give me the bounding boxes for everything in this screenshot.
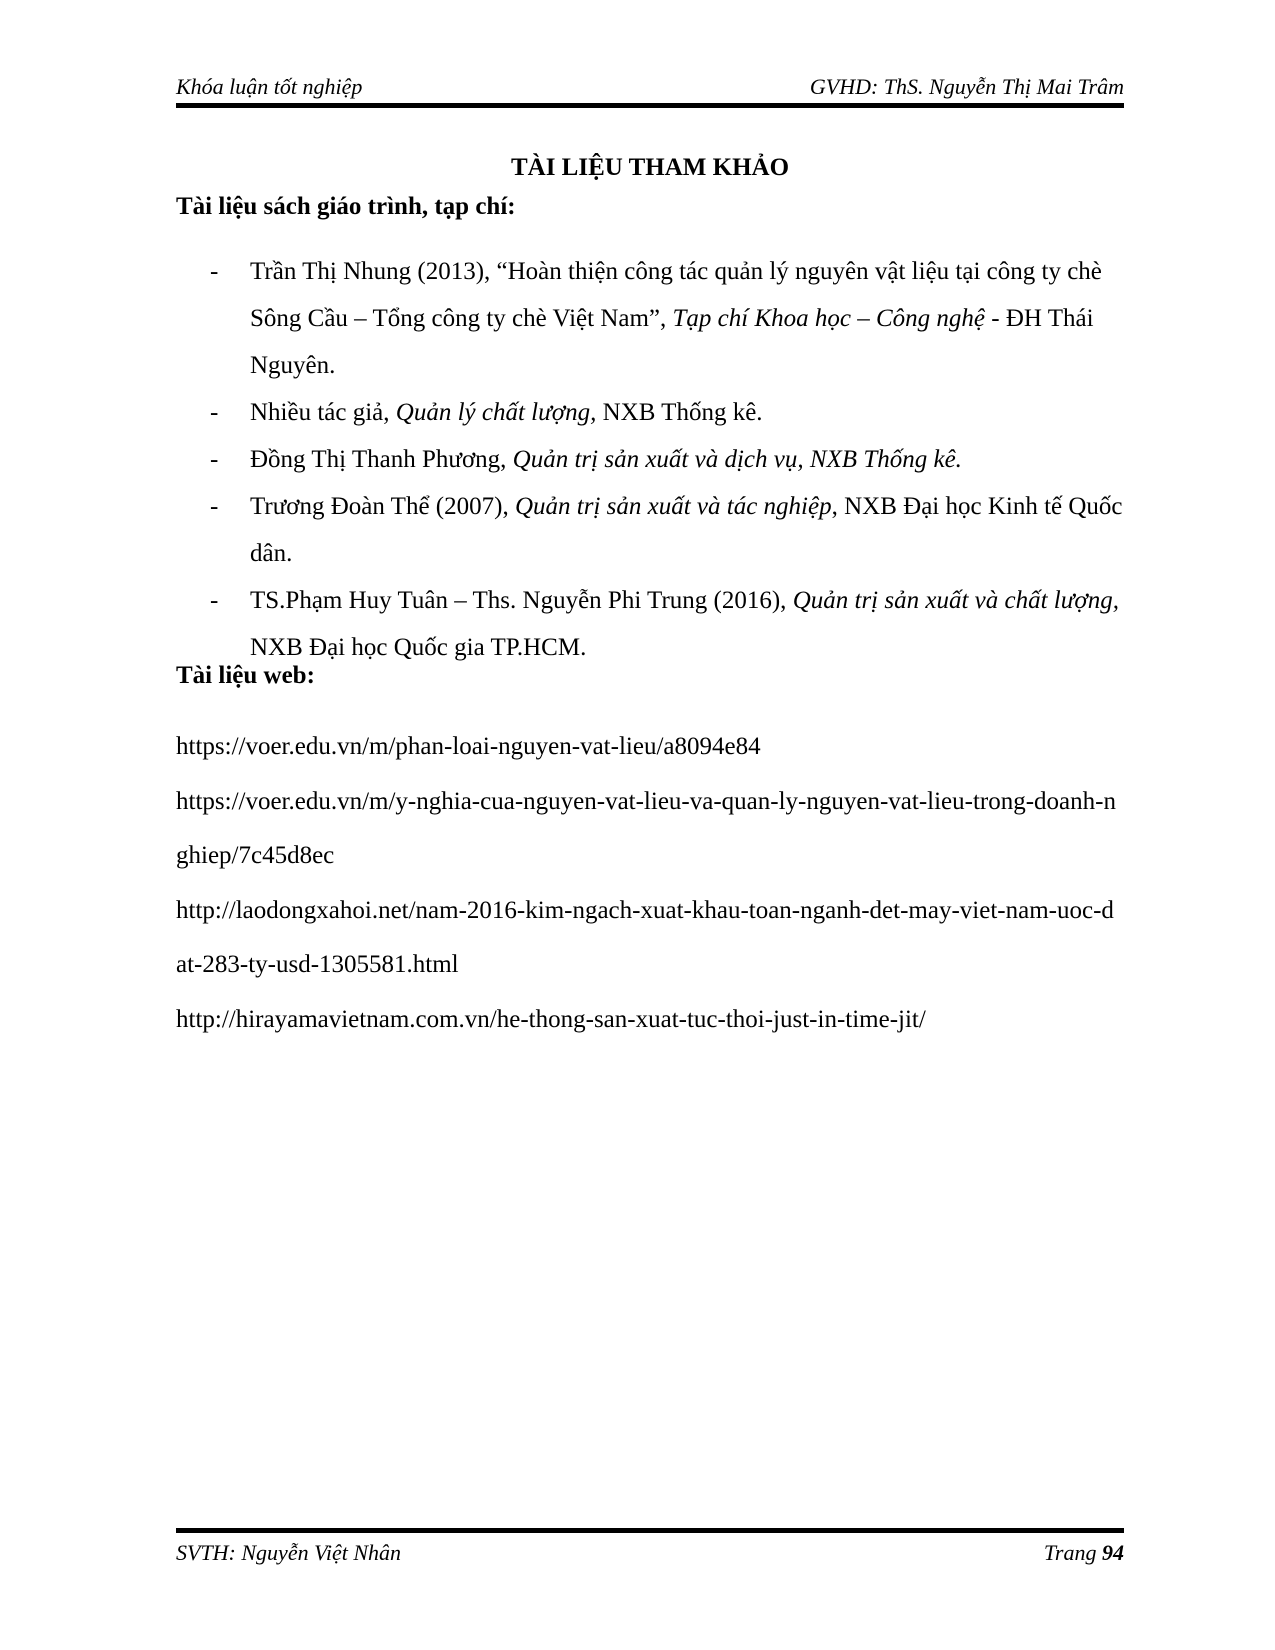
page-footer <box>176 1540 1124 1568</box>
reference-text-after: NXB Đại học Quốc gia TP.HCM. <box>250 634 587 661</box>
reference-item <box>210 483 1124 577</box>
reference-text: Đồng Thị Thanh Phương, <box>250 446 513 473</box>
header-thesis-label: Khóa luận tốt nghiệp <box>176 74 363 99</box>
reference-text-after: ĐH Thái Nguyên. <box>250 305 1094 379</box>
footer-page <box>1044 1540 1124 1566</box>
header-divider <box>176 103 1124 108</box>
reference-item <box>210 248 1124 389</box>
list-dash: - <box>210 446 219 473</box>
books-section-heading: Tài liệu sách giáo trình, tạp chí: <box>176 193 516 220</box>
list-dash: - <box>210 587 219 614</box>
web-section-heading: Tài liệu web: <box>176 662 315 689</box>
page-header <box>176 74 1124 102</box>
footer-divider <box>176 1528 1124 1533</box>
reference-item <box>210 436 1124 483</box>
reference-list <box>210 248 1124 671</box>
reference-item <box>210 577 1124 671</box>
reference-italic: Quản trị sản xuất và tác nghiệp <box>514 493 832 520</box>
reference-italic: Tạp chí Khoa học – Công nghệ - <box>672 305 1000 332</box>
reference-item <box>210 389 1124 436</box>
web-link[interactable]: https://voer.edu.vn/m/y-nghia-cua-nguyen-vat-lieu-va-quan-ly-nguyen-vat-lieu-trong-doanh-nghiep/7c45d8ec <box>176 788 1116 869</box>
reference-text: Trương Đoàn Thể (2007), <box>250 493 515 520</box>
reference-text: Nhiều tác giả, <box>250 399 396 426</box>
reference-text: Trần Thị Nhung (2013), “Hoàn thiện công tác quản lý nguyên vật liệu tại công ty chè Sông Cầu – Tổng công ty chè Việt Nam”, <box>250 258 1102 332</box>
header-supervisor: GVHD: ThS. Nguyễn Thị Mai Trâm <box>809 74 1124 99</box>
web-reference-list <box>176 720 1124 1048</box>
list-dash: - <box>210 399 219 426</box>
reference-italic: Quản trị sản xuất và chất lượng, <box>792 587 1119 614</box>
reference-italic: Quản trị sản xuất và dịch vụ, NXB Thống kê. <box>512 446 962 473</box>
page-number: 94 <box>1102 1540 1124 1565</box>
footer-student: SVTH: Nguyễn Việt Nhân <box>176 1540 402 1565</box>
web-link[interactable]: http://hirayamavietnam.com.vn/he-thong-san-xuat-tuc-thoi-just-in-time-jit/ <box>176 1006 926 1033</box>
reference-text: TS.Phạm Huy Tuân – Ths. Nguyễn Phi Trung (2016), <box>250 587 793 614</box>
web-link[interactable]: https://voer.edu.vn/m/phan-loai-nguyen-vat-lieu/a8094e84 <box>176 733 761 760</box>
reference-text-after: , NXB Đại học Kinh tế Quốc dân. <box>250 493 1123 567</box>
list-dash: - <box>210 493 219 520</box>
reference-text-after: NXB Thống kê. <box>596 399 763 426</box>
reference-italic: Quản lý chất lượng, <box>395 399 597 426</box>
list-dash: - <box>210 258 219 285</box>
page-label: Trang <box>1043 1540 1102 1565</box>
web-link[interactable]: http://laodongxahoi.net/nam-2016-kim-ngach-xuat-khau-toan-nganh-det-may-viet-nam-uoc-dat-283-ty-usd-1305581.html <box>176 897 1114 978</box>
page-title: TÀI LIỆU THAM KHẢO <box>510 154 790 181</box>
